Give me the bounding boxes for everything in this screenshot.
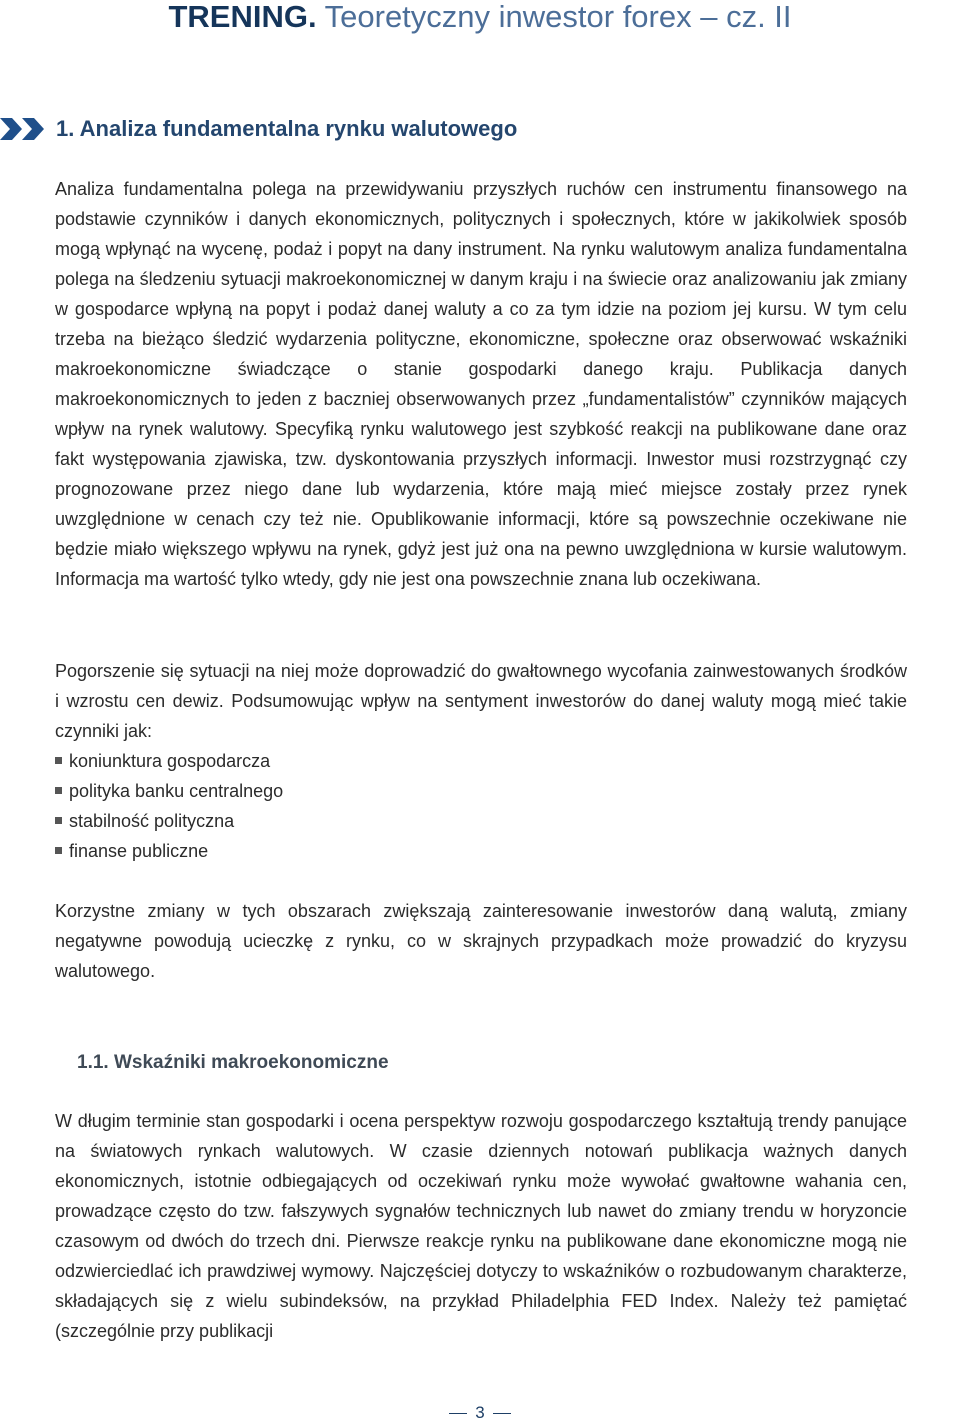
list-item — [55, 836, 907, 866]
conclusion-paragraph — [55, 896, 907, 986]
list-item — [55, 806, 907, 836]
square-bullet-icon — [55, 847, 62, 854]
header-title-bold: TRENING. — [168, 0, 317, 34]
paragraph-text: Pogorszenie się sytuacji na niej może doprowadzić do gwałtownego wycofania zainwestowanych środków i wzrostu cen dewiz. Podsumowując wpływ na sentyment inwestorów do danej waluty mogą mieć takie czynniki jak: — [55, 661, 907, 741]
square-bullet-icon — [55, 757, 62, 764]
page-number: 3 — [475, 1403, 485, 1422]
page-footer — [0, 1402, 960, 1424]
intro-paragraph — [55, 174, 907, 594]
list-item-label: koniunktura gospodarcza — [69, 751, 271, 771]
list-item-label: stabilność polityczna — [69, 811, 235, 831]
factors-section — [55, 656, 907, 866]
double-chevron-icon — [0, 118, 48, 140]
page-header — [0, 0, 960, 40]
factors-list — [55, 746, 907, 866]
section-heading — [0, 114, 960, 146]
paragraph-text: Korzystne zmiany w tych obszarach zwiększają zainteresowanie inwestorów daną walutą, zmiany negatywne powodują ucieczkę z rynku, co w skrajnych przypadkach może prowadzić do kryzysu walutowego. — [55, 901, 907, 981]
list-item-label: finanse publiczne — [69, 841, 209, 861]
footer-dash-left — [449, 1413, 467, 1414]
section-heading-text: 1. Analiza fundamentalna rynku walutowego — [56, 116, 518, 141]
header-title-light: Teoretyczny inwestor forex – cz. II — [324, 0, 792, 34]
list-item — [55, 746, 907, 776]
paragraph-text: W długim terminie stan gospodarki i ocena perspektyw rozwoju gospodarczego kształtują trendy panujące na światowych rynkach walutowych. W czasie dziennych notowań publikacja ważnych danych ekonomicznych, istotnie odbiegających od oczekiwań rynku może wywołać gwałtowne wahania cen, prowadzące często do tzw. fałszywych sygnałów technicznych lub nawet do zmiany trendu w horyzoncie czasowym od dwóch do trzech dni. Pierwsze reakcje rynku na publikowane dane ekonomiczne mogą nie odzwierciedlać ich prawdziwej wymowy. Najczęściej dotyczy to wskaźników o rozbudowanym charakterze, składających się z wielu subindeksów, na przykład Philadelphia FED Index. Należy też pamiętać (szczególnie przy publikacji — [55, 1111, 907, 1341]
list-item-label: polityka banku centralnego — [69, 781, 284, 801]
square-bullet-icon — [55, 817, 62, 824]
footer-dash-right — [493, 1413, 511, 1414]
paragraph-text: Analiza fundamentalna polega na przewidywaniu przyszłych ruchów cen instrumentu finansowego na podstawie czynników i danych ekonomicznych, politycznych i społecznych, które w jakikolwiek sposób mogą wpłynąć na wycenę, podaż i popyt na dany instrument. Na rynku walutowym analiza fundamentalna polega na śledzeniu sytuacji makroekonomicznej w danym kraju i na świecie oraz analizowaniu jak zmiany w gospodarce wpłyną na popyt i podaż danej waluty a co za tym idzie na poziom jej kursu. W tym celu trzeba na bieżąco śledzić wydarzenia polityczne, ekonomiczne, społeczne oraz obserwować wskaźniki makroekonomiczne świadczące o stanie gospodarki danego kraju. Publikacja danych makroekonomicznych to jeden z baczniej obserwowanych przez „fundamentalistów” czynników mających wpływ na rynek walutowy. Specyfiką rynku walutowego jest szybkość reakcji na publikowane dane oraz fakt występowania zjawiska, tzw. dyskontowania przyszłych informacji. Inwestor musi rozstrzygnąć czy prognozowane przez niego dane lub wydarzenia, które mają mieć miejsce zostały przez rynek uwzględnione w cenach czy też nie. Opublikowanie informacji, które są powszechnie oczekiwane nie będzie miało większego wpływu na rynek, gdyż jest już ona na pewno uwzględniona w kursie walutowym. Informacja ma wartość tylko wtedy, gdy nie jest ona powszechnie znana lub oczekiwana. — [55, 179, 907, 589]
subsection-heading: 1.1. Wskaźniki makroekonomiczne — [77, 1052, 389, 1073]
list-item — [55, 776, 907, 806]
square-bullet-icon — [55, 787, 62, 794]
indicators-paragraph — [55, 1106, 907, 1346]
